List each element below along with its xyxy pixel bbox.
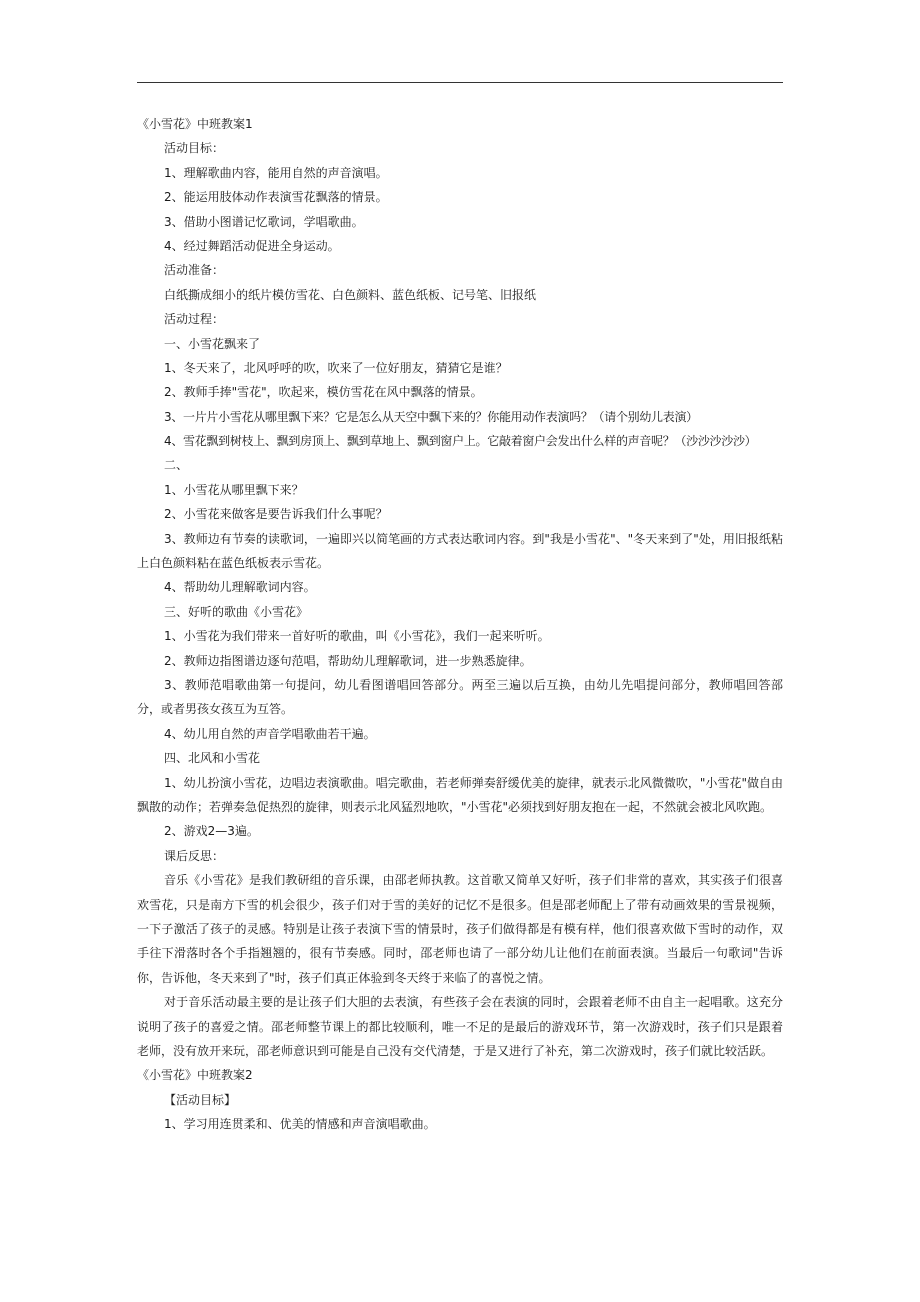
section-item: 1、小雪花为我们带来一首好听的歌曲，叫《小雪花》，我们一起来听听。 xyxy=(164,629,550,644)
header-rule xyxy=(137,82,783,83)
process-heading: 活动过程： xyxy=(164,312,225,327)
goal-item: 4、经过舞蹈活动促进全身运动。 xyxy=(164,238,340,253)
goals-heading: 活动目标： xyxy=(164,141,225,156)
section-item: 4、帮助幼儿理解歌词内容。 xyxy=(164,580,316,595)
section-item: 2、小雪花来做客是要告诉我们什么事呢？ xyxy=(164,507,388,522)
lesson-title-2: 《小雪花》中班教案2 xyxy=(137,1068,253,1083)
lesson-title-1: 《小雪花》中班教案1 xyxy=(137,117,253,131)
goal-item: 1、学习用连贯柔和、优美的情感和声音演唱歌曲。 xyxy=(164,1117,436,1132)
section-heading: 二、 xyxy=(164,458,189,473)
section-paragraph: 3、教师边有节奏的读歌词，一遍即兴以简笔画的方式表达歌词内容。到"我是小雪花"、"冬天来到了"处，用旧报纸粘上白色颜料粘在蓝色纸板表示雪花。 xyxy=(137,531,783,571)
section-item: 2、教师手捧"雪花"，吹起来，模仿雪花在风中飘落的情景。 xyxy=(164,385,483,400)
section-item: 2、教师边指图谱边逐句范唱，帮助幼儿理解歌词，进一步熟悉旋律。 xyxy=(164,653,532,668)
prep-text: 白纸撕成细小的纸片模仿雪花、白色颜料、蓝色纸板、记号笔、旧报纸 xyxy=(164,287,537,302)
goal-item: 1、理解歌曲内容，能用自然的声音演唱。 xyxy=(164,165,388,180)
section-heading: 四、北风和小雪花 xyxy=(164,751,261,766)
goal-item: 2、能运用肢体动作表演雪花飘落的情景。 xyxy=(164,190,388,205)
section-heading: 三、好听的歌曲《小雪花》 xyxy=(164,604,309,619)
reflection-paragraph: 音乐《小雪花》是我们教研组的音乐课，由邵老师执教。这首歌又简单又好听，孩子们非常的喜欢，其实孩子们很喜欢雪花，只是南方下雪的机会很少，孩子们对于雪的美好的记忆不是很多。但是邵老师配上了带有动画效果的雪景视频，一下子激活了孩子的灵感。特别是让孩子表演下雪的情景时，孩子们做得都是有模有样，他们很喜欢做下雪时的动作，双手往下滑落时各个手指翘翘的，很有节奏感。同时，邵老师也请了一部分幼儿让他们在前面表演。当最后一句歌词"告诉你，告诉他，冬天来到了"时，孩子们真正体验到冬天终于来临了的喜悦之情。 xyxy=(137,873,783,985)
section-item: 3、一片片小雪花从哪里飘下来？它是怎么从天空中飘下来的？你能用动作表演吗？（请个别幼儿表演） xyxy=(164,409,698,424)
section-item: 4、雪花飘到树枝上、飘到房顶上、飘到草地上、飘到窗户上。它敲着窗户会发出什么样的声音呢？（沙沙沙沙沙） xyxy=(164,434,757,449)
section-paragraph: 3、教师范唱歌曲第一句提问，幼儿看图谱唱回答部分。两至三遍以后互换，由幼儿先唱提问部分，教师唱回答部分，或者男孩女孩互为互答。 xyxy=(137,678,783,717)
section-heading: 一、小雪花飘来了 xyxy=(164,336,261,351)
document-body xyxy=(137,112,783,1137)
prep-heading: 活动准备： xyxy=(164,263,225,278)
section-item: 1、冬天来了，北风呼呼的吹，吹来了一位好朋友，猜猜它是谁？ xyxy=(164,360,508,375)
reflection-paragraph: 对于音乐活动最主要的是让孩子们大胆的去表演，有些孩子会在表演的同时，会跟着老师不由自主一起唱歌。这充分说明了孩子的喜爱之情。邵老师整节课上的都比较顺利，唯一不足的是最后的游戏环节，第一次游戏时，孩子们只是跟着老师，没有放开来玩，邵老师意识到可能是自己没有交代清楚，于是又进行了补充，第二次游戏时，孩子们就比较活跃。 xyxy=(137,995,783,1059)
section-item: 4、幼儿用自然的声音学唱歌曲若干遍。 xyxy=(164,726,376,741)
section-item: 1、小雪花从哪里飘下来？ xyxy=(164,482,304,497)
section-item: 2、游戏2—3遍。 xyxy=(164,824,259,839)
goals-heading: 【活动目标】 xyxy=(164,1092,237,1107)
section-paragraph: 1、幼儿扮演小雪花，边唱边表演歌曲。唱完歌曲，若老师弹奏舒缓优美的旋律，就表示北风微微吹，"小雪花"做自由飘散的动作；若弹奏急促热烈的旋律，则表示北风猛烈地吹，"小雪花"必须找到好朋友抱在一起，不然就会被北风吹跑。 xyxy=(137,775,783,815)
reflection-heading: 课后反思： xyxy=(164,848,225,863)
goal-item: 3、借助小图谱记忆歌词，学唱歌曲。 xyxy=(164,214,364,229)
